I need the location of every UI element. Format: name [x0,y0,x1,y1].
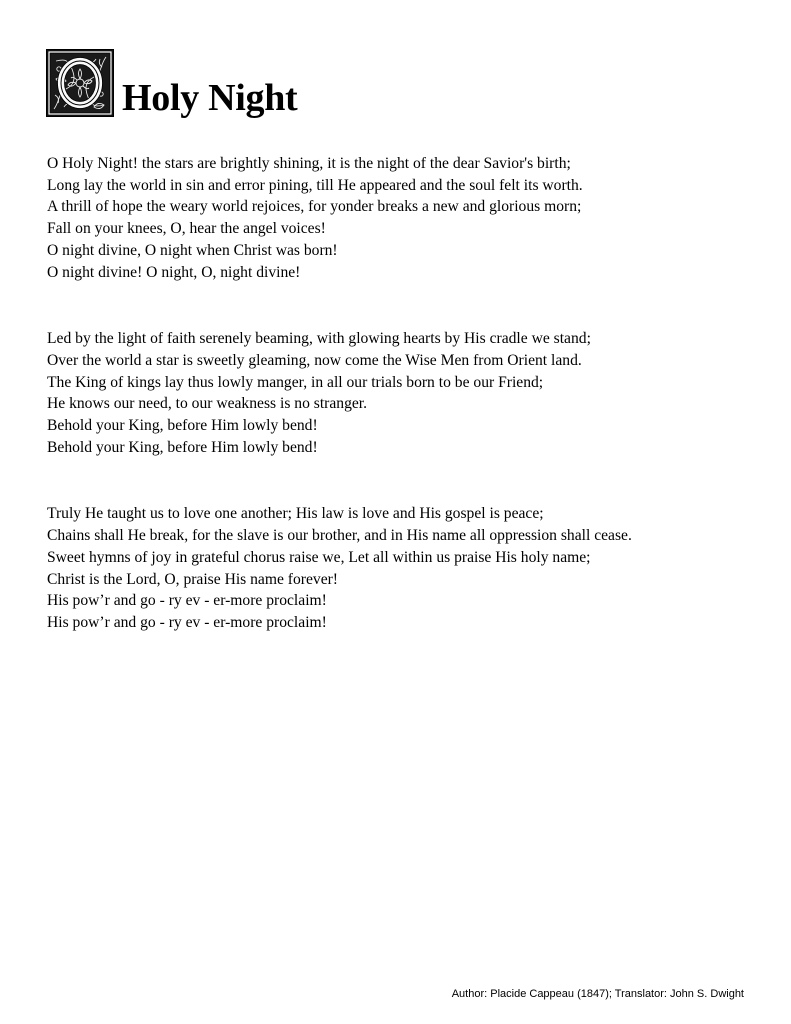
stanza-2 [47,328,767,458]
lyric-line: He knows our need, to our weakness is no stranger. [47,395,368,413]
lyric-line: Chains shall He break, for the slave is our brother, and in His name all oppression shall cease. [47,527,632,545]
ornamental-initial-o-icon [46,49,114,117]
lyric-line: Behold your King, before Him lowly bend! [47,438,318,456]
lyrics [47,153,767,634]
page-title [46,45,297,117]
lyric-line: His pow’r and go - ry ev - er-more proclaim! [47,613,327,631]
lyric-line: Over the world a star is sweetly gleaming, now come the Wise Men from Orient land. [47,351,582,369]
lyric-line: Led by the light of faith serenely beaming, with glowing hearts by His cradle we stand; [47,330,591,348]
stanza-3 [47,503,767,633]
lyric-line: O Holy Night! the stars are brightly shining, it is the night of the dear Savior's birth; [47,155,571,172]
lyric-line: O night divine! O night, O, night divine! [47,263,301,281]
title-text: Holy Night [122,77,298,119]
lyric-line: Sweet hymns of joy in grateful chorus raise we, Let all within us praise His holy name; [47,548,591,566]
lyric-line: O night divine, O night when Christ was born! [47,241,338,259]
stanza-1 [47,153,767,283]
author-credit: Author: Placide Cappeau (1847); Translator: John S. Dwight [451,988,744,1000]
lyric-line: The King of kings lay thus lowly manger, in all our trials born to be our Friend; [47,373,544,391]
lyric-line: Christ is the Lord, O, praise His name forever! [47,570,339,588]
lyric-line: Fall on your knees, O, hear the angel voices! [47,220,326,238]
lyric-line: Truly He taught us to love one another; His law is love and His gospel is peace; [47,505,544,523]
lyric-line: Long lay the world in sin and error pining, till He appeared and the soul felt its worth. [47,176,583,194]
lyric-line: His pow’r and go - ry ev - er-more proclaim! [47,592,327,610]
lyric-line: Behold your King, before Him lowly bend! [47,417,318,435]
lyric-line: A thrill of hope the weary world rejoices, for yonder breaks a new and glorious morn; [47,198,582,216]
